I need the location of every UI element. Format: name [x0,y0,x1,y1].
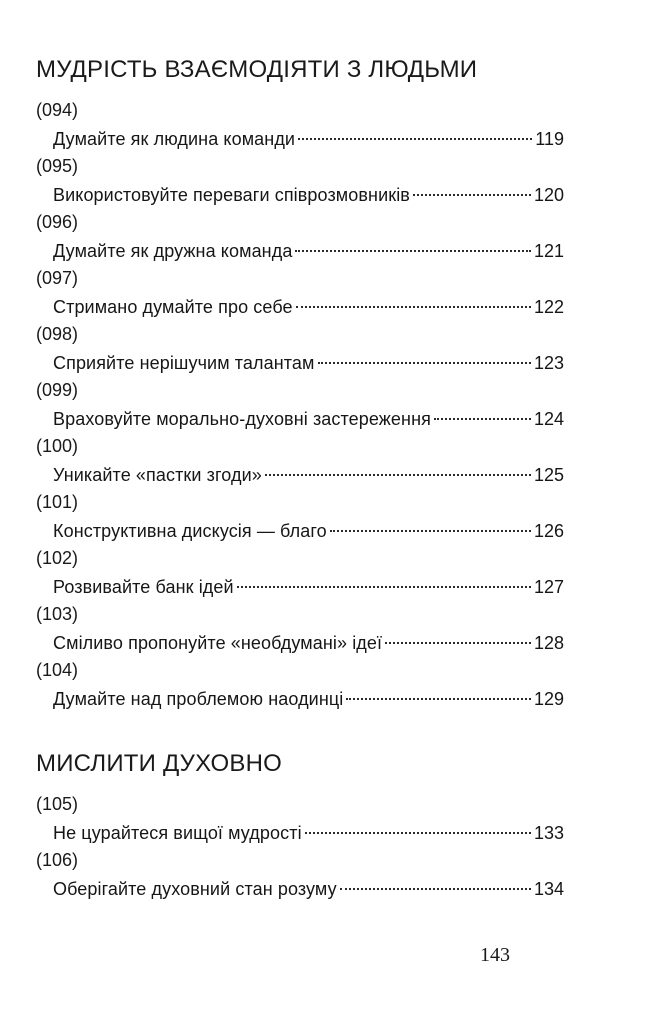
entry-number: (095) [36,156,79,176]
entry-page-number: 134 [533,879,564,899]
dot-leader [340,888,531,890]
entry-number: (100) [36,436,79,456]
page-number: 143 [480,944,510,966]
entry-page-number: 129 [533,689,564,709]
entry-title: Враховуйте морально-духовні застереження [53,409,431,429]
toc-entry [36,792,564,848]
entry-number: (101) [36,492,79,512]
toc-entry [36,322,564,378]
toc-entry [36,490,564,546]
toc-entry [36,266,564,322]
toc-entry [36,154,564,210]
entry-number: (097) [36,268,79,288]
entry-number: (094) [36,100,79,120]
dot-leader [305,832,531,834]
entry-page-number: 121 [533,241,564,261]
entry-page-number: 124 [533,409,564,429]
dot-leader [330,530,531,532]
entry-title: Оберігайте духовний стан розуму [53,879,337,899]
entry-page-number: 127 [533,577,564,597]
entry-title: Конструктивна дискусія — благо [53,521,327,541]
entry-number: (106) [36,850,79,870]
dot-leader [413,194,531,196]
entry-number: (103) [36,604,79,624]
dot-leader [237,586,531,588]
dot-leader [318,362,531,364]
toc-entry [36,658,564,714]
entry-title: Стримано думайте про себе [53,297,293,317]
entry-number: (102) [36,548,79,568]
entry-title: Думайте як дружна команда [53,241,293,261]
section-title: МИСЛИТИ ДУХОВНО [36,750,283,777]
entry-title: Думайте над проблемою наодинці [53,689,344,709]
entry-page-number: 119 [535,129,564,149]
entry-title: Уникайте «пастки згоди» [53,465,262,485]
toc-entry [36,378,564,434]
entry-number: (099) [36,380,79,400]
entry-page-number: 125 [533,465,564,485]
entry-page-number: 126 [533,521,564,541]
entry-number: (104) [36,660,79,680]
dot-leader [385,642,531,644]
entry-number: (098) [36,324,79,344]
entry-title: Сміливо пропонуйте «необдумані» ідеї [53,633,383,653]
toc-entry [36,210,564,266]
entry-title: Не цурайтеся вищої мудрості [53,823,302,843]
entry-number: (096) [36,212,79,232]
dot-leader [265,474,531,476]
entry-title: Розвивайте банк ідей [53,577,234,597]
dot-leader [298,138,532,140]
entry-page-number: 123 [533,353,564,373]
dot-leader [434,418,531,420]
toc-entry [36,546,564,602]
entry-number: (105) [36,794,79,814]
toc-entry [36,602,564,658]
entry-title: Думайте як людина команди [53,129,296,149]
entry-page-number: 122 [533,297,564,317]
toc-entry [36,848,564,904]
section-title: МУДРІСТЬ ВЗАЄМОДІЯТИ З ЛЮДЬМИ [36,56,478,83]
toc-entry [36,434,564,490]
entry-page-number: 128 [533,633,564,653]
entry-title: Сприяйте нерішучим талантам [53,353,315,373]
entry-page-number: 120 [533,185,564,205]
entry-title: Використовуйте переваги співрозмовників [53,185,410,205]
entry-page-number: 133 [533,823,564,843]
toc-entry [36,98,564,154]
dot-leader [346,698,531,700]
dot-leader [295,250,531,252]
dot-leader [296,306,531,308]
